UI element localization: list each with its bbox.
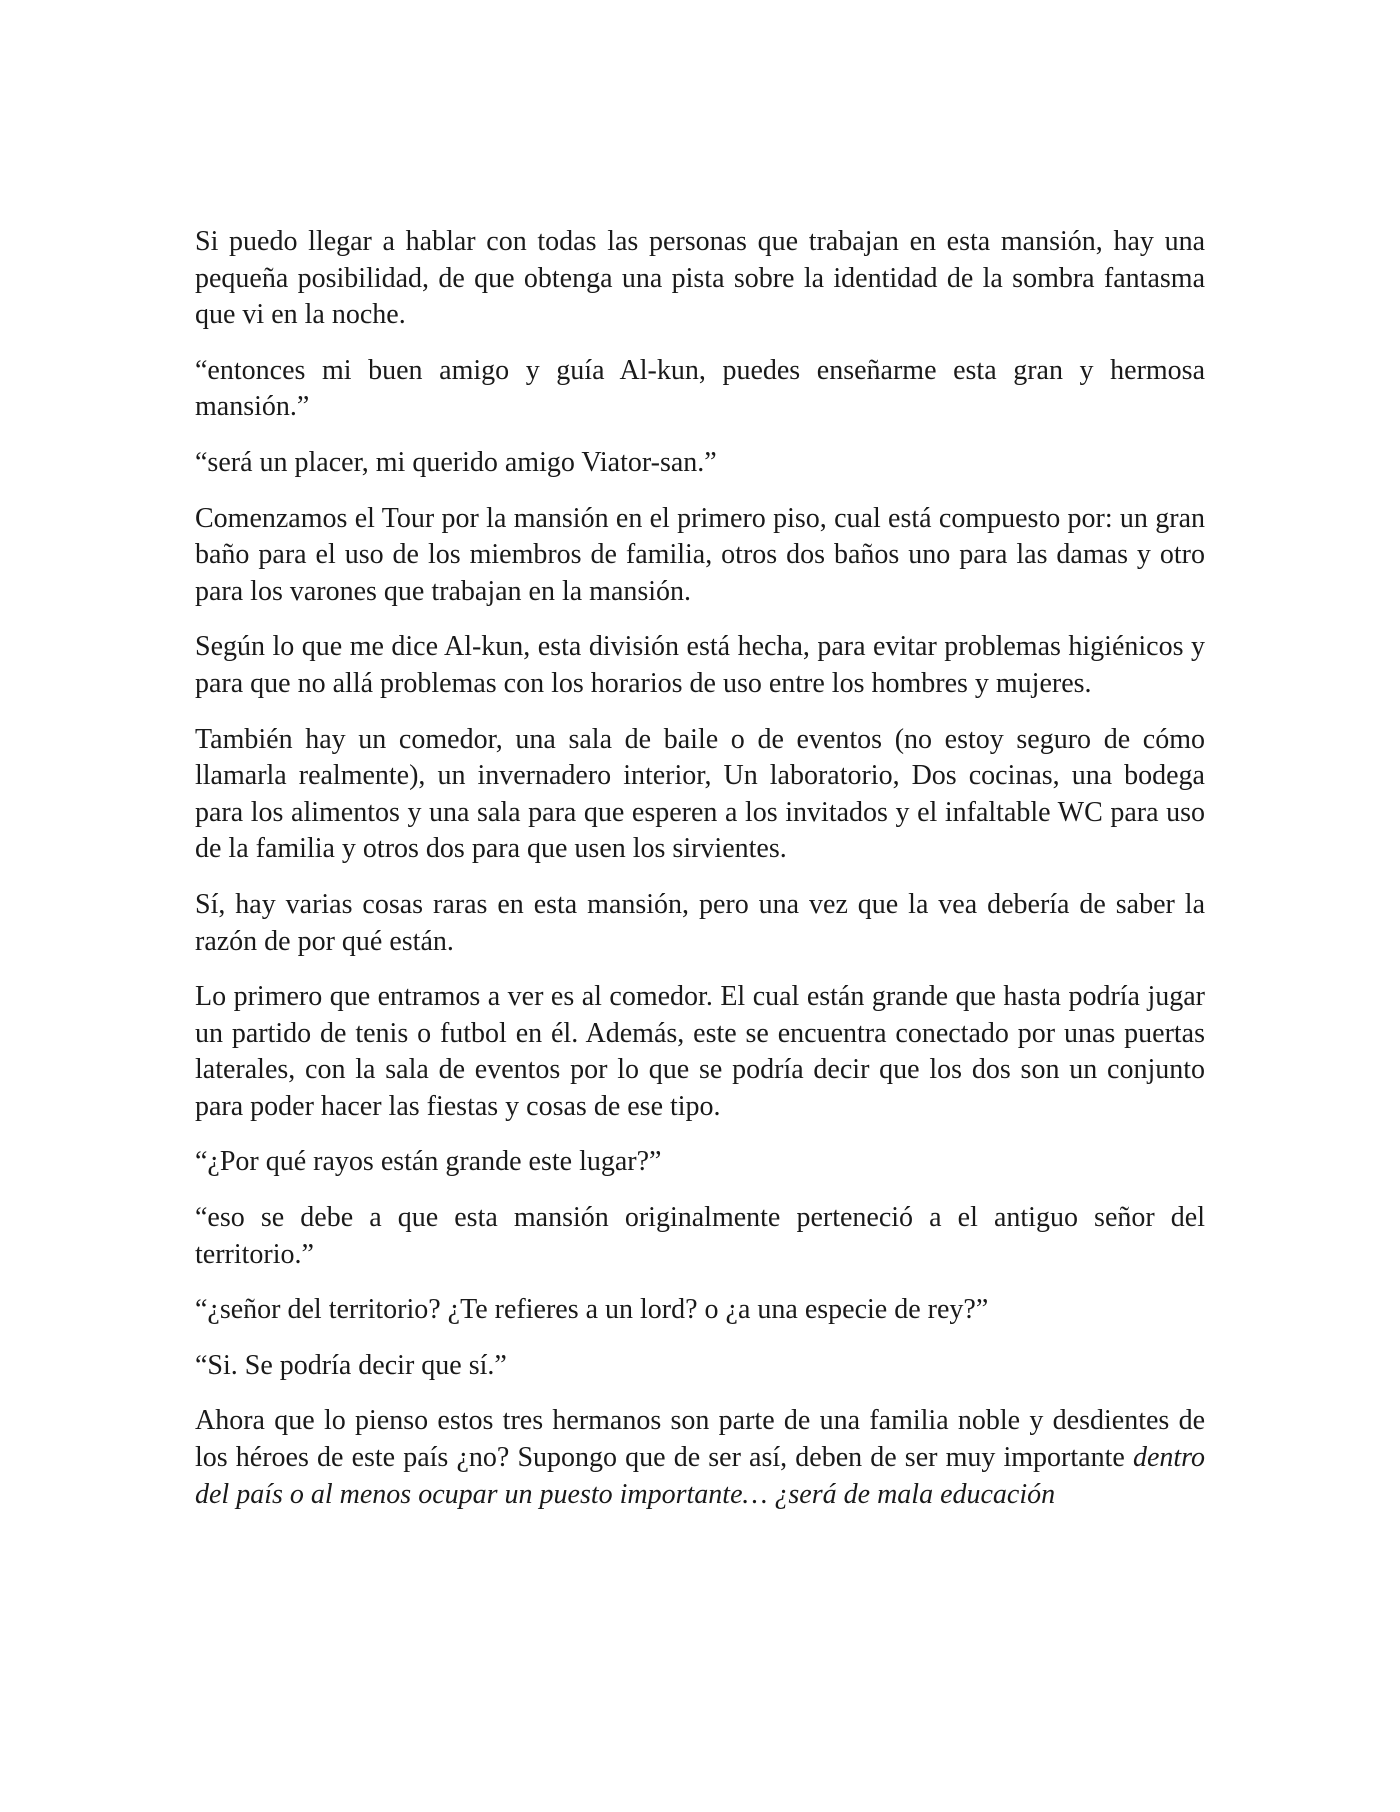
paragraph: “¿Por qué rayos están grande este lugar?” — [195, 1146, 662, 1178]
last-paragraph — [195, 1403, 1205, 1513]
paragraph: Sí, hay varias cosas raras en esta mansión, pero una vez que la vea debería de saber la razón de por qué están. — [195, 888, 1205, 957]
paragraph: Lo primero que entramos a ver es al comedor. El cual están grande que hasta podría jugar un partido de tenis o futbol en él. Además, este se encuentra conectado por unas puertas laterales, con la sala de eventos por lo que se podría decir que los dos son un conjunto para poder hacer las fiestas y cosas de ese tipo. — [195, 981, 1205, 1122]
paragraph: “será un placer, mi querido amigo Viator-san.” — [195, 446, 717, 478]
paragraph: “¿señor del territorio? ¿Te refieres a un lord? o ¿a una especie de rey?” — [195, 1294, 989, 1326]
document-body — [195, 224, 1205, 1513]
last-paragraph-italic-text: dentro del país o al menos ocupar un puesto importante… ¿será de mala educación — [195, 1442, 1206, 1510]
last-paragraph-normal-text: Ahora que lo pienso estos tres hermanos son parte de una familia noble y desdientes de los héroes de este país ¿no? Supongo que de ser así, deben de ser muy importante — [195, 1405, 1205, 1474]
paragraph: “eso se debe a que esta mansión originalmente perteneció a el antiguo señor del territorio.” — [195, 1202, 1205, 1270]
paragraph: Comenzamos el Tour por la mansión en el primero piso, cual está compuesto por: un gran baño para el uso de los miembros de familia, otros dos baños uno para las damas y otro para los varones que trabajan en la mansión. — [195, 502, 1205, 607]
paragraph: Según lo que me dice Al-kun, esta división está hecha, para evitar problemas higiénicos y para que no allá problemas con los horarios de uso entre los hombres y mujeres. — [195, 631, 1205, 699]
paragraph: “entonces mi buen amigo y guía Al-kun, puedes enseñarme esta gran y hermosa mansión.” — [195, 354, 1205, 423]
paragraph: También hay un comedor, una sala de baile o de eventos (no estoy seguro de cómo llamarla realmente), un invernadero interior, Un laboratorio, Dos cocinas, una bodega para los alimentos y una sala para que esperen a los invitados y el infaltable WC para uso de la familia y otros dos para que usen los sirvientes. — [195, 723, 1205, 865]
paragraph: “Si. Se podría decir que sí.” — [195, 1349, 507, 1381]
paragraph: Si puedo llegar a hablar con todas las personas que trabajan en esta mansión, hay una pequeña posibilidad, de que obtenga una pista sobre la identidad de la sombra fantasma que vi en la noche. — [195, 226, 1205, 331]
